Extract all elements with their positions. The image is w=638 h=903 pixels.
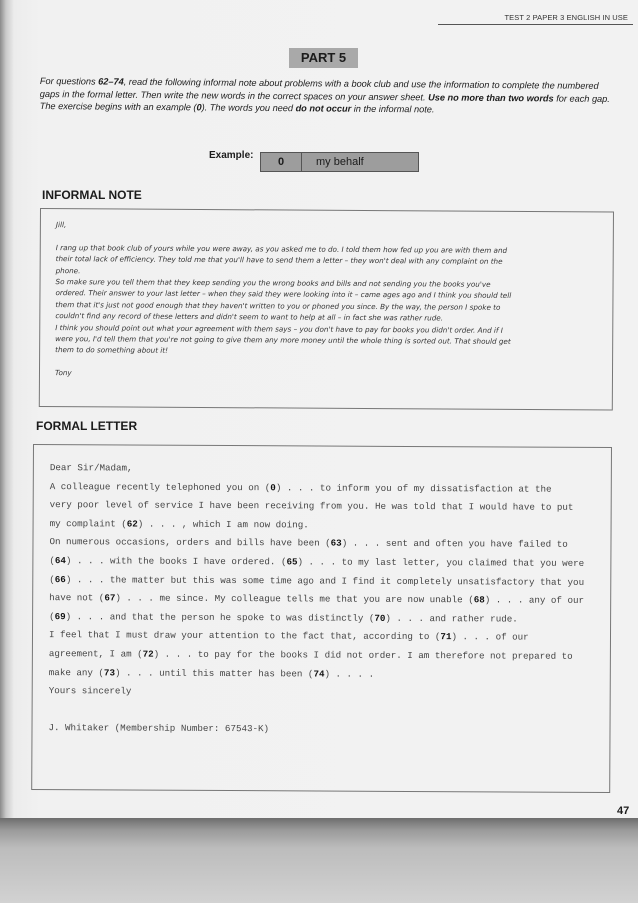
letter-text-segment: have not ( xyxy=(49,592,105,604)
gap-number: 73 xyxy=(103,666,116,678)
letter-text-segment: ) . . . sent and often you have failed to xyxy=(341,537,568,551)
instruction-segment: Use no more than two words xyxy=(428,91,554,103)
instruction-segment: 62–74 xyxy=(98,76,124,87)
letter-text-segment: I feel that I must draw your attention to the fact that, according to ( xyxy=(48,629,441,643)
letter-text-segment: my complaint ( xyxy=(49,517,127,530)
letter-text-segment: Dear Sir/Madam, xyxy=(49,462,133,474)
example-number: 0 xyxy=(261,153,302,171)
example-box xyxy=(260,152,419,172)
letter-text-segment: very poor level of service I have been receiving from you. He was told that I would have to put xyxy=(49,499,574,514)
letter-line xyxy=(49,645,584,666)
scan-bottom-edge xyxy=(0,818,638,903)
gap-number: 66 xyxy=(54,573,66,585)
instruction-segment: For questions xyxy=(39,75,99,87)
letter-text-segment: ) . . . with the books I have ordered. ( xyxy=(65,555,287,568)
note-line: I think you should point out what your agreement with them says – you don't have to pay for books you didn't order. And if I xyxy=(55,322,503,335)
letter-line xyxy=(49,552,584,573)
header-rule xyxy=(438,24,633,25)
letter-text-segment: ) . . . me since. My colleague tells me that you are now unable ( xyxy=(115,592,474,606)
gap-number: 0 xyxy=(270,481,276,493)
note-line: couldn't find any record of these letters and didn't seem to want to help at all – in fact she was rather rude. xyxy=(55,311,444,323)
letter-text-segment: ) . . . until this matter has been ( xyxy=(114,666,314,680)
running-head: TEST 2 PAPER 3 ENGLISH IN USE xyxy=(504,13,628,22)
letter-text-segment: ( xyxy=(49,555,55,567)
formal-letter-heading: FORMAL LETTER xyxy=(36,419,138,433)
letter-text-segment: agreement, I am ( xyxy=(48,648,143,660)
page-number: 47 xyxy=(617,805,630,817)
note-line: So make sure you tell them that they keep sending you the wrong books and bills and not sending you the books you've xyxy=(55,277,491,289)
note-line: Tony xyxy=(54,368,72,378)
instruction-segment: ). The words you need xyxy=(201,102,296,114)
letter-text-segment: ) . . . any of our xyxy=(484,594,585,607)
instruction-segment: do not occur xyxy=(295,103,352,114)
letter-text-segment: make any ( xyxy=(48,666,104,678)
part-title: PART 5 xyxy=(289,48,358,68)
instruction-segment: for each gap. The exercise begins with an example ( xyxy=(39,92,610,113)
letter-text-segment: Yours sincerely xyxy=(48,685,132,697)
note-line: I rang up that book club of yours while you were away, as you asked me to do. I told them how fed up you are with them and xyxy=(55,242,508,255)
formal-letter-box xyxy=(31,444,612,793)
gap-number: 71 xyxy=(440,631,452,643)
instruction-segment: 0 xyxy=(196,102,202,113)
letter-text-segment: ) . . . , which I am now doing. xyxy=(137,518,309,531)
gap-number: 67 xyxy=(104,592,116,604)
formal-letter-text xyxy=(48,459,584,741)
letter-line xyxy=(50,459,585,480)
gap-number: 69 xyxy=(54,610,66,622)
gap-number: 62 xyxy=(126,518,138,530)
gap-number: 72 xyxy=(142,648,154,660)
note-line: them to do something about it! xyxy=(55,345,169,356)
letter-text-segment: A colleague recently telephoned you on ( xyxy=(49,480,271,493)
instruction-segment: in the informal note. xyxy=(351,103,435,115)
gap-number: 70 xyxy=(374,612,386,624)
gap-number: 68 xyxy=(473,594,485,606)
letter-text-segment: ) . . . . xyxy=(324,668,375,680)
gap-number: 64 xyxy=(54,555,66,567)
letter-text-segment: ( xyxy=(49,573,55,585)
note-line: phone. xyxy=(55,265,81,275)
letter-text-segment: ) . . . to pay for the books I did not order. I am therefore not prepared to xyxy=(153,648,573,662)
letter-text-segment: On numerous occasions, orders and bills have been ( xyxy=(49,536,331,549)
letter-line xyxy=(49,589,584,610)
letter-text-segment: ) . . . of our xyxy=(451,631,529,643)
letter-text-segment: J. Whitaker (Membership Number: 67543-K) xyxy=(48,722,270,735)
letter-text-segment: ) . . . and that the person he spoke to was distinctly ( xyxy=(65,610,375,624)
note-line: their total lack of efficiency. They told me that you'll have to send them a letter – they won't deal with any complaint on the xyxy=(55,254,503,267)
informal-note-box xyxy=(39,208,614,411)
example-answer: my behalf xyxy=(316,156,364,168)
note-line: were you, I'd tell them that you're not going to give them any more money until the whole thing is sorted out. That should get xyxy=(55,334,511,346)
instruction-segment: , read the following informal note about problems with a book club and use the information to complete the numbered gaps in the formal letter. Then write the new words in the correct spaces on your answer sheet. xyxy=(39,76,599,102)
note-line: Jill, xyxy=(55,220,67,230)
note-line: them that it's just not good enough that they haven't written to you or phoned you since. By the way, the person I spoke to xyxy=(55,299,501,312)
gap-number: 74 xyxy=(313,668,325,680)
instructions xyxy=(40,75,615,118)
letter-line xyxy=(50,496,585,517)
letter-text-segment: ) . . . to my last letter, you claimed that you were xyxy=(297,556,585,569)
letter-text-segment: ) . . . the matter but this was some time ago and I find it completely unsatisfactory that you xyxy=(65,573,585,588)
example-label: Example: xyxy=(209,150,254,161)
letter-text-segment: ) . . . and rather rude. xyxy=(385,612,518,625)
informal-note-text xyxy=(55,219,606,382)
letter-text-segment: ( xyxy=(49,610,55,622)
gap-number: 65 xyxy=(286,556,298,568)
letter-line xyxy=(49,682,584,703)
letter-text-segment: ) . . . to inform you of my dissatisfaction at the xyxy=(275,481,552,495)
gap-number: 63 xyxy=(330,537,342,549)
letter-line xyxy=(48,719,583,740)
note-line: ordered. Their answer to your last letter – when they said they were looking into it – came ages ago and I think you should tell xyxy=(55,288,512,301)
informal-note-heading: INFORMAL NOTE xyxy=(42,188,142,202)
